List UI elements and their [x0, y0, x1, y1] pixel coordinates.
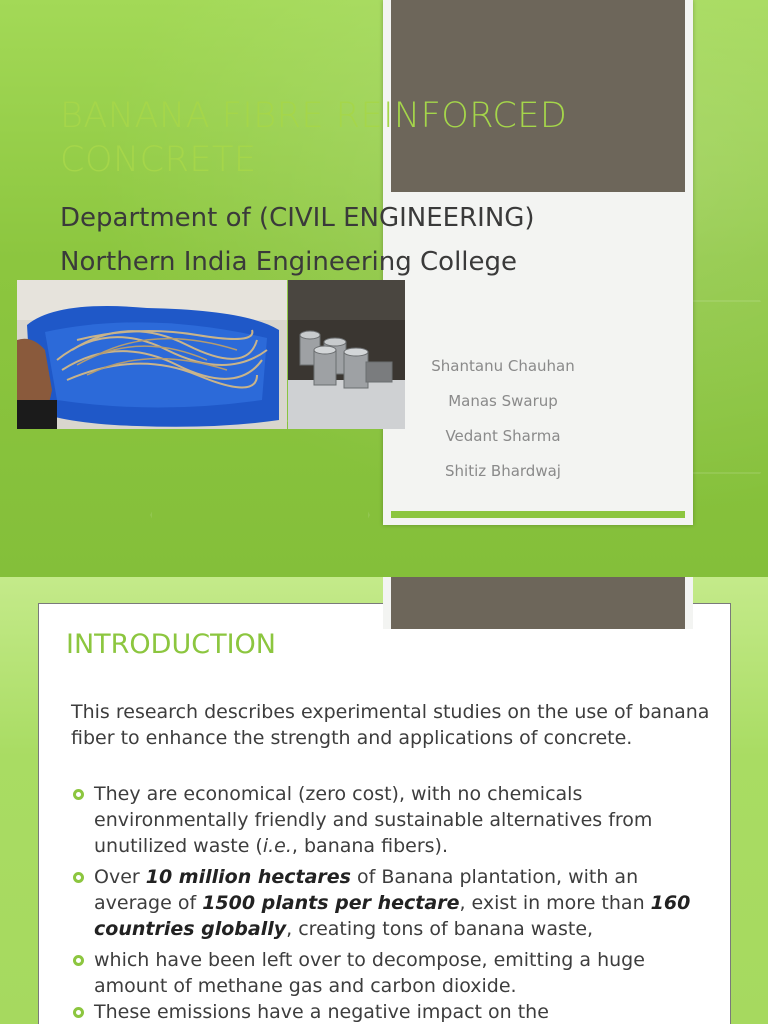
- bullet-text: , banana fibers).: [291, 835, 448, 857]
- bullet-text: , exist in more than: [459, 892, 651, 914]
- introduction-slide: [0, 577, 768, 1024]
- bullet-item: [72, 864, 712, 942]
- bullet-circle-icon: [73, 872, 84, 883]
- background-hexagon: [150, 420, 370, 577]
- bullet-item: [72, 781, 712, 859]
- author-list: [383, 352, 623, 492]
- bullet-text: They are economical (zero cost), with no chemicals environmentally friendly and sustainable alternatives from unutilized waste (: [94, 783, 653, 857]
- bullet-list: [72, 781, 712, 1024]
- title-line: BANANA FIBRE REINFORCED: [60, 96, 568, 136]
- emphasized-text: 160 countries globally: [94, 892, 691, 940]
- author-name: Shantanu Chauhan: [431, 357, 575, 375]
- bullet-item: [72, 947, 712, 999]
- section-heading: INTRODUCTION: [66, 629, 276, 660]
- author-name: Shitiz Bhardwaj: [445, 462, 561, 480]
- college-label: Northern India Engineering College: [60, 247, 518, 277]
- title-line: CONCRETE: [60, 140, 257, 180]
- bullet-circle-icon: [73, 1007, 84, 1018]
- intro-paragraph: This research describes experimental studies on the use of banana fiber to enhance the strength and applications of concrete.: [71, 701, 710, 749]
- bullet-text: Over: [94, 866, 146, 888]
- bullet-text: , creating tons of banana waste,: [286, 918, 594, 940]
- bullet-text: of Banana plantation, with an average of: [94, 866, 639, 914]
- bullet-text: These emissions have a negative impact on the: [94, 1001, 549, 1023]
- slide-title: [60, 94, 620, 182]
- tab-brown-block: [391, 577, 685, 629]
- panel-accent-bar: [391, 511, 685, 518]
- author-name: Manas Swarup: [448, 392, 558, 410]
- emphasized-text: 1500 plants per hectare: [202, 892, 460, 914]
- department-label: Department of (CIVIL ENGINEERING): [60, 203, 535, 233]
- author-name: Vedant Sharma: [445, 427, 561, 445]
- bullet-circle-icon: [73, 789, 84, 800]
- bullet-item: [72, 999, 712, 1024]
- emphasized-text: 10 million hectares: [145, 866, 351, 888]
- header-tab: [383, 577, 693, 629]
- slide-subtitle: [60, 196, 700, 284]
- bullet-circle-icon: [73, 955, 84, 966]
- bullet-text: which have been left over to decompose, emitting a huge amount of methane gas and carbon dioxide.: [94, 949, 645, 997]
- bullet-text: i.e.: [262, 835, 292, 857]
- banana-fibre-photo: [17, 280, 287, 429]
